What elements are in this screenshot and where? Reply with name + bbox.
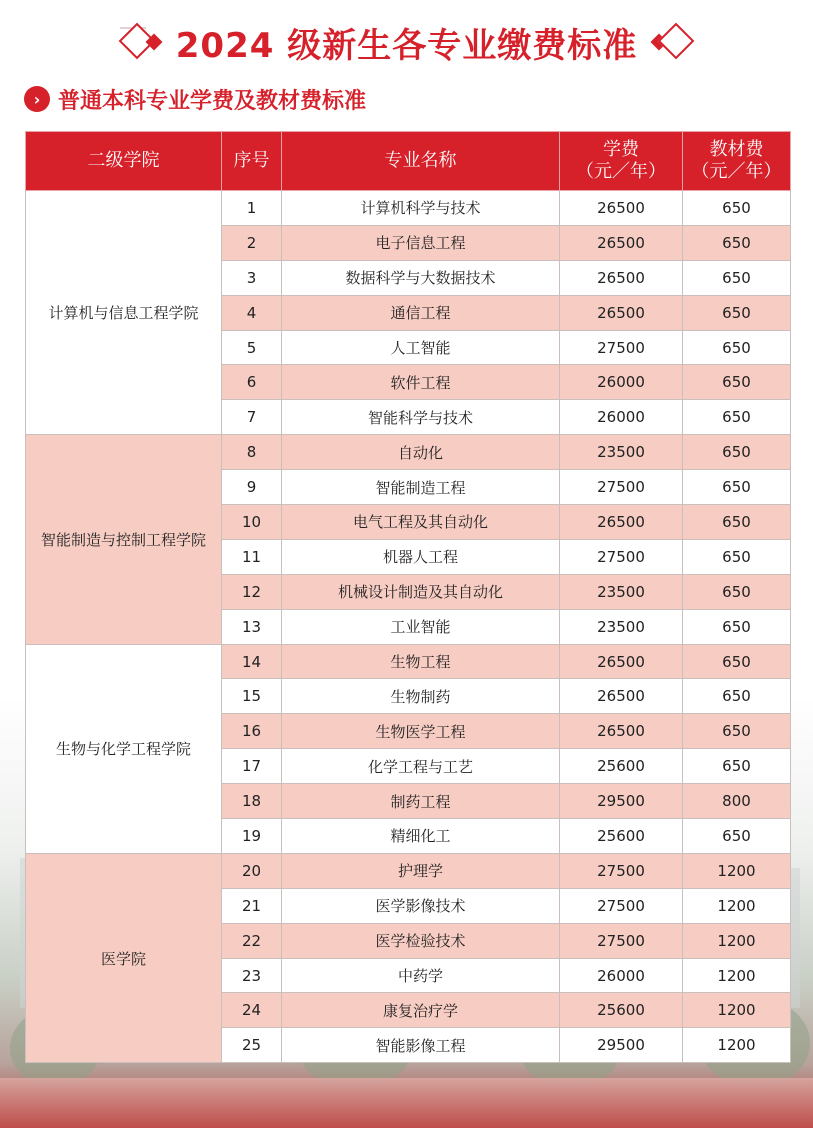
table-row	[26, 644, 791, 679]
textbook-fee-cell: 650	[683, 714, 791, 749]
header-tuition	[560, 132, 683, 191]
page-title: 2024 级新生各专业缴费标准	[175, 25, 638, 66]
major-name-cell: 机械设计制造及其自动化	[282, 574, 560, 609]
major-name-cell: 医学影像技术	[282, 888, 560, 923]
table-row	[26, 435, 791, 470]
tuition-cell: 26000	[560, 958, 683, 993]
major-name-cell: 生物制药	[282, 679, 560, 714]
major-name-cell: 计算机科学与技术	[282, 191, 560, 226]
textbook-fee-cell: 650	[683, 574, 791, 609]
tuition-cell: 27500	[560, 888, 683, 923]
major-name-cell: 电气工程及其自动化	[282, 505, 560, 540]
header-major: 专业名称	[282, 132, 560, 191]
major-name-cell: 护理学	[282, 853, 560, 888]
college-cell: 生物与化学工程学院	[26, 644, 222, 853]
row-number-cell: 17	[222, 749, 282, 784]
tuition-cell: 27500	[560, 330, 683, 365]
tuition-cell: 23500	[560, 435, 683, 470]
textbook-fee-cell: 650	[683, 191, 791, 226]
section-title: 普通本科专业学费及教材费标准	[58, 88, 367, 114]
major-name-cell: 医学检验技术	[282, 923, 560, 958]
textbook-fee-cell: 650	[683, 365, 791, 400]
major-name-cell: 数据科学与大数据技术	[282, 260, 560, 295]
tuition-cell: 26500	[560, 505, 683, 540]
row-number-cell: 6	[222, 365, 282, 400]
row-number-cell: 21	[222, 888, 282, 923]
tuition-cell: 29500	[560, 1028, 683, 1063]
row-number-cell: 11	[222, 539, 282, 574]
header-books-label: 教材费	[709, 138, 764, 160]
textbook-fee-cell: 650	[683, 609, 791, 644]
tuition-cell: 23500	[560, 574, 683, 609]
row-number-cell: 10	[222, 505, 282, 540]
tuition-cell: 27500	[560, 853, 683, 888]
textbook-fee-cell: 650	[683, 225, 791, 260]
row-number-cell: 20	[222, 853, 282, 888]
row-number-cell: 14	[222, 644, 282, 679]
textbook-fee-cell: 650	[683, 435, 791, 470]
major-name-cell: 自动化	[282, 435, 560, 470]
textbook-fee-cell: 650	[683, 539, 791, 574]
major-name-cell: 智能制造工程	[282, 470, 560, 505]
textbook-fee-cell: 1200	[683, 888, 791, 923]
tuition-cell: 26500	[560, 644, 683, 679]
major-name-cell: 人工智能	[282, 330, 560, 365]
row-number-cell: 5	[222, 330, 282, 365]
table-row	[26, 853, 791, 888]
major-name-cell: 生物工程	[282, 644, 560, 679]
tuition-cell: 23500	[560, 609, 683, 644]
major-name-cell: 智能影像工程	[282, 1028, 560, 1063]
header-tuition-label: 学费	[603, 138, 639, 160]
header-books-unit: （元／年）	[691, 161, 782, 182]
tuition-cell: 27500	[560, 923, 683, 958]
header-college: 二级学院	[26, 132, 222, 191]
header-books	[683, 132, 791, 191]
tuition-cell: 27500	[560, 470, 683, 505]
row-number-cell: 25	[222, 1028, 282, 1063]
major-name-cell: 中药学	[282, 958, 560, 993]
tuition-cell: 25600	[560, 819, 683, 854]
textbook-fee-cell: 650	[683, 679, 791, 714]
tuition-cell: 26500	[560, 260, 683, 295]
major-name-cell: 康复治疗学	[282, 993, 560, 1028]
textbook-fee-cell: 1200	[683, 993, 791, 1028]
row-number-cell: 4	[222, 295, 282, 330]
tuition-cell: 26500	[560, 225, 683, 260]
header-tuition-unit: （元／年）	[576, 161, 666, 182]
major-name-cell: 通信工程	[282, 295, 560, 330]
major-name-cell: 机器人工程	[282, 539, 560, 574]
row-number-cell: 9	[222, 470, 282, 505]
row-number-cell: 19	[222, 819, 282, 854]
diamond-icon-left	[110, 20, 168, 64]
textbook-fee-cell: 650	[683, 749, 791, 784]
college-cell: 医学院	[26, 853, 222, 1062]
textbook-fee-cell: 650	[683, 330, 791, 365]
chevron-right-icon: ›	[24, 86, 50, 112]
row-number-cell: 1	[222, 191, 282, 226]
page-title-bar	[0, 14, 813, 70]
row-number-cell: 3	[222, 260, 282, 295]
textbook-fee-cell: 1200	[683, 1028, 791, 1063]
college-cell: 计算机与信息工程学院	[26, 191, 222, 435]
tuition-cell: 26000	[560, 365, 683, 400]
textbook-fee-cell: 650	[683, 260, 791, 295]
tuition-cell: 26500	[560, 679, 683, 714]
tuition-cell: 26500	[560, 295, 683, 330]
section-heading	[24, 82, 366, 116]
row-number-cell: 2	[222, 225, 282, 260]
college-cell: 智能制造与控制工程学院	[26, 435, 222, 644]
major-name-cell: 智能科学与技术	[282, 400, 560, 435]
row-number-cell: 22	[222, 923, 282, 958]
textbook-fee-cell: 650	[683, 505, 791, 540]
major-name-cell: 生物医学工程	[282, 714, 560, 749]
textbook-fee-cell: 650	[683, 470, 791, 505]
textbook-fee-cell: 1200	[683, 958, 791, 993]
table-header-row	[26, 132, 791, 191]
textbook-fee-cell: 1200	[683, 923, 791, 958]
textbook-fee-cell: 650	[683, 644, 791, 679]
tuition-cell: 26000	[560, 400, 683, 435]
major-name-cell: 电子信息工程	[282, 225, 560, 260]
header-no: 序号	[222, 132, 282, 191]
tuition-cell: 27500	[560, 539, 683, 574]
tuition-cell: 25600	[560, 749, 683, 784]
row-number-cell: 13	[222, 609, 282, 644]
textbook-fee-cell: 650	[683, 295, 791, 330]
tuition-cell: 25600	[560, 993, 683, 1028]
tuition-cell: 26500	[560, 714, 683, 749]
row-number-cell: 12	[222, 574, 282, 609]
major-name-cell: 制药工程	[282, 784, 560, 819]
diamond-icon-right	[645, 20, 703, 64]
textbook-fee-cell: 800	[683, 784, 791, 819]
textbook-fee-cell: 1200	[683, 853, 791, 888]
textbook-fee-cell: 650	[683, 400, 791, 435]
row-number-cell: 18	[222, 784, 282, 819]
fee-table	[25, 131, 791, 1063]
row-number-cell: 15	[222, 679, 282, 714]
row-number-cell: 23	[222, 958, 282, 993]
row-number-cell: 8	[222, 435, 282, 470]
major-name-cell: 工业智能	[282, 609, 560, 644]
major-name-cell: 精细化工	[282, 819, 560, 854]
major-name-cell: 软件工程	[282, 365, 560, 400]
major-name-cell: 化学工程与工艺	[282, 749, 560, 784]
row-number-cell: 7	[222, 400, 282, 435]
row-number-cell: 16	[222, 714, 282, 749]
tuition-cell: 26500	[560, 191, 683, 226]
table-row	[26, 191, 791, 226]
row-number-cell: 24	[222, 993, 282, 1028]
tuition-cell: 29500	[560, 784, 683, 819]
textbook-fee-cell: 650	[683, 819, 791, 854]
